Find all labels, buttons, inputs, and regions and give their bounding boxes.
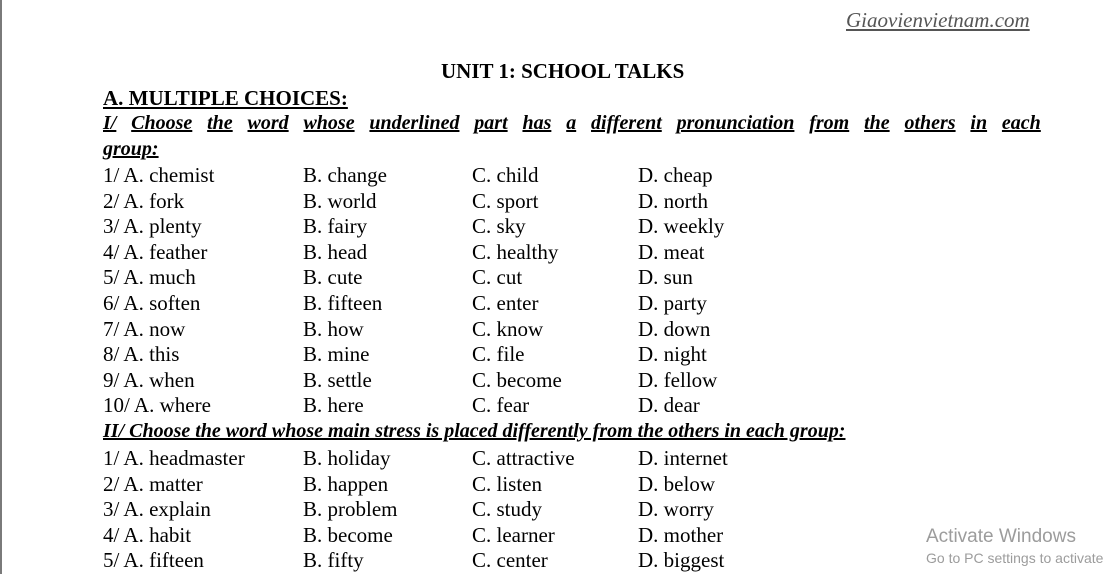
option-a: 8/ A. this <box>103 342 180 367</box>
instruction-word: a <box>566 112 577 134</box>
option-d: D. sun <box>638 265 693 290</box>
option-a: 9/ A. when <box>103 367 195 392</box>
instruction-word: I/ <box>103 112 117 134</box>
option-d: D. weekly <box>638 214 725 239</box>
option-c: C. sky <box>472 214 526 239</box>
option-c: C. fear <box>472 393 530 418</box>
option-a: 2/ A. fork <box>103 188 185 213</box>
option-a: 1/ A. chemist <box>103 163 215 187</box>
instruction-word: the <box>207 112 233 134</box>
instruction-word: in <box>970 112 988 134</box>
site-watermark-link[interactable]: Giaovienvietnam.com <box>846 8 1030 32</box>
instruction-word: each <box>1001 112 1041 134</box>
question-row <box>0 497 1109 522</box>
option-d: D. meat <box>638 239 705 264</box>
option-a: 1/ A. headmaster <box>103 446 245 470</box>
option-c: C. cut <box>472 265 523 290</box>
section-heading: A. MULTIPLE CHOICES: <box>103 86 348 110</box>
option-d: D. north <box>638 188 708 213</box>
question-row <box>0 393 1109 418</box>
option-c: C. enter <box>472 291 539 315</box>
option-d: D. below <box>638 471 715 496</box>
option-c: C. attractive <box>472 446 575 470</box>
option-b: B. cute <box>303 265 363 290</box>
option-c: C. center <box>472 548 548 573</box>
option-b: B. happen <box>303 471 389 496</box>
instruction-word: part <box>474 112 508 134</box>
instruction-word: others <box>904 112 956 134</box>
option-c: C. listen <box>472 471 543 496</box>
option-a: 10/ A. where <box>103 393 211 418</box>
option-b: B. fifty <box>303 548 364 573</box>
option-a: 3/ A. plenty <box>103 214 202 239</box>
option-c: C. healthy <box>472 239 559 264</box>
question-row <box>0 472 1109 497</box>
option-c: C. learner <box>472 522 555 547</box>
option-c: C. know <box>472 316 544 341</box>
option-a: 7/ A. now <box>103 316 186 341</box>
option-c: C. file <box>472 342 525 367</box>
option-c: C. become <box>472 367 562 392</box>
activate-windows-watermark <box>926 526 1103 566</box>
instruction-word: whose <box>303 112 355 134</box>
question-row <box>0 163 1109 188</box>
option-a: 3/ A. explain <box>103 497 211 522</box>
option-d: D. down <box>638 316 711 341</box>
question-row <box>0 368 1109 393</box>
option-d: D. internet <box>638 446 728 470</box>
instruction-word: Choose <box>131 112 193 134</box>
option-b: B. change <box>303 163 387 187</box>
option-a: 5/ A. much <box>103 265 196 290</box>
option-b: B. mine <box>303 342 370 367</box>
option-d: D. biggest <box>638 548 725 573</box>
watermark-title: Activate Windows <box>926 526 1076 547</box>
instruction-word: underlined <box>369 112 460 134</box>
instruction-word: the <box>864 112 890 134</box>
instruction-word: word <box>247 112 289 134</box>
option-b: B. problem <box>303 497 398 522</box>
option-c: C. child <box>472 163 539 187</box>
watermark-subtitle: Go to PC settings to activate <box>926 550 1104 566</box>
option-d: D. night <box>638 342 707 367</box>
instruction-word: from <box>809 112 850 134</box>
question-row <box>0 291 1109 316</box>
option-b: B. head <box>303 239 368 264</box>
option-c: C. study <box>472 497 543 522</box>
part2-instruction: II/ Choose the word whose main stress is placed differently from the others in each group: <box>103 420 846 442</box>
question-row <box>0 265 1109 290</box>
option-a: 2/ A. matter <box>103 471 203 496</box>
option-c: C. sport <box>472 188 539 213</box>
option-d: D. party <box>638 291 707 315</box>
option-a: 6/ A. soften <box>103 291 201 315</box>
option-b: B. become <box>303 522 393 547</box>
option-a: 4/ A. habit <box>103 522 192 547</box>
option-d: D. fellow <box>638 367 718 392</box>
option-d: D. mother <box>638 522 724 547</box>
page-title: UNIT 1: SCHOOL TALKS <box>441 59 685 83</box>
option-b: B. settle <box>303 367 372 392</box>
question-row <box>0 317 1109 342</box>
question-row <box>0 342 1109 367</box>
option-d: D. dear <box>638 393 700 418</box>
option-b: B. here <box>303 393 364 418</box>
question-row <box>0 189 1109 214</box>
instruction-word: pronunciation <box>676 112 795 134</box>
question-row <box>0 214 1109 239</box>
option-b: B. world <box>303 188 377 213</box>
part1-instruction-continued: group: <box>103 138 159 160</box>
option-b: B. fifteen <box>303 291 383 315</box>
instruction-word: has <box>522 112 552 134</box>
question-row <box>0 446 1109 471</box>
option-d: D. worry <box>638 497 714 522</box>
option-d: D. cheap <box>638 163 713 187</box>
instruction-word: different <box>591 112 662 134</box>
option-a: 4/ A. feather <box>103 239 208 264</box>
option-b: B. holiday <box>303 446 391 470</box>
option-b: B. how <box>303 316 364 341</box>
part1-instruction <box>103 112 1041 135</box>
question-row <box>0 240 1109 265</box>
option-a: 5/ A. fifteen <box>103 548 204 573</box>
option-b: B. fairy <box>303 214 368 239</box>
